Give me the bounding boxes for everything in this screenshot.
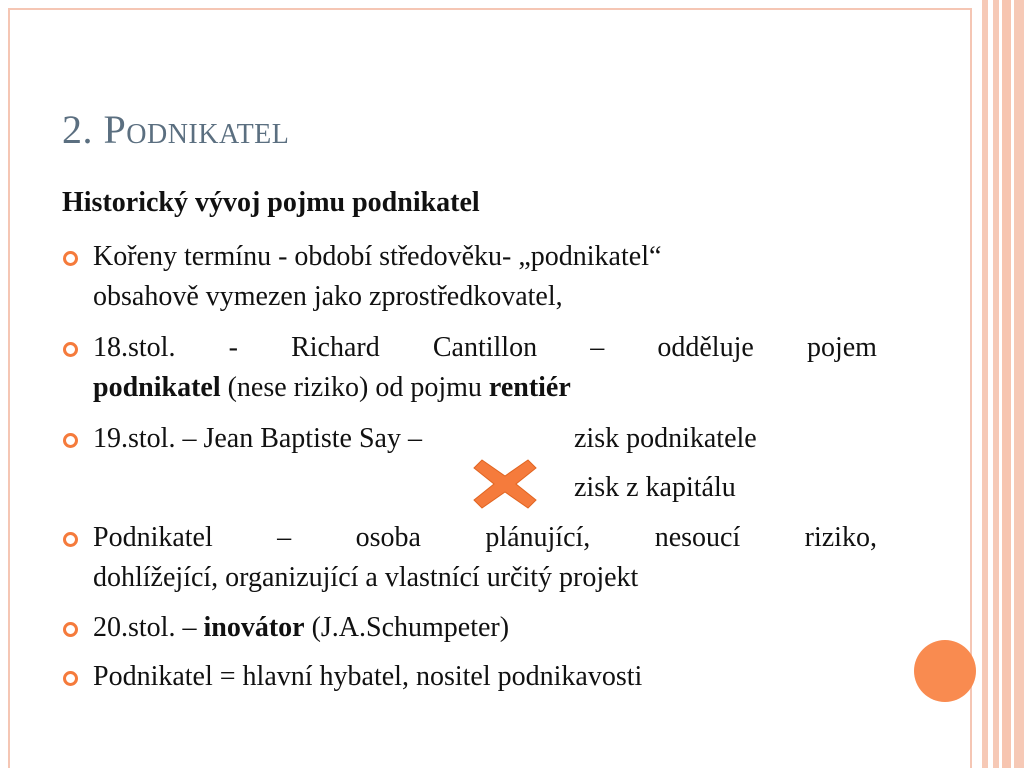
bold-term-inovator: inovátor (203, 612, 305, 643)
bullet-ring-icon (63, 342, 78, 357)
bullet-ring-icon (63, 671, 78, 686)
word: Richard (291, 332, 380, 363)
bullet-4-line-2: dohlížející, organizující a vlastnící určitý projekt (93, 562, 639, 593)
bullet-3-zisk-z-kapitalu: zisk z kapitálu (574, 472, 736, 503)
bullet-ring-icon (63, 622, 78, 637)
word: Cantillon (432, 332, 538, 363)
subheading: Historický vývoj pojmu podnikatel (62, 187, 480, 218)
word: nesoucí (654, 522, 741, 553)
bullet-2-line-1 (93, 328, 877, 368)
bullet-ring-icon (63, 532, 78, 547)
word: Podnikatel (93, 522, 213, 553)
bullet-5-pre: 20.stol. – (93, 612, 204, 643)
slide-title: 2. Podnikatel (62, 107, 290, 152)
bullet-ring-icon (63, 433, 78, 448)
word: 18.stol. (93, 332, 176, 363)
word: odděluje (657, 332, 754, 363)
cross-icon (470, 454, 540, 514)
word: pojem (806, 332, 877, 363)
bold-term-podnikatel: podnikatel (93, 372, 221, 403)
bullet-6-text: Podnikatel = hlavní hybatel, nositel podnikavosti (93, 661, 643, 692)
bullet-1-line-2: obsahově vymezen jako zprostředkovatel, (93, 281, 563, 312)
bullet-1-line-1: Kořeny termínu - období středověku- „podnikatel“ (93, 241, 662, 272)
decor-stripe (1002, 0, 1011, 768)
word: osoba (355, 522, 421, 553)
bullet-3-text: 19.stol. – Jean Baptiste Say – (93, 423, 422, 454)
word: – (590, 332, 605, 363)
decor-stripe (1014, 0, 1024, 768)
word: - (228, 332, 238, 363)
bold-term-rentier: rentiér (488, 372, 571, 403)
decorative-circle (914, 640, 976, 702)
bullet-ring-icon (63, 251, 78, 266)
bullet-2-line-2 (93, 368, 877, 408)
bullet-4-line-1 (93, 518, 877, 558)
bullet-3-zisk-podnikatele: zisk podnikatele (574, 423, 757, 454)
bullet-2-middle-text: (nese riziko) od pojmu (220, 372, 489, 403)
bullet-5-text (93, 608, 877, 648)
word: riziko, (804, 522, 877, 553)
word: plánující, (485, 522, 591, 553)
bullet-5-post: (J.A.Schumpeter) (304, 612, 510, 643)
word: – (277, 522, 292, 553)
